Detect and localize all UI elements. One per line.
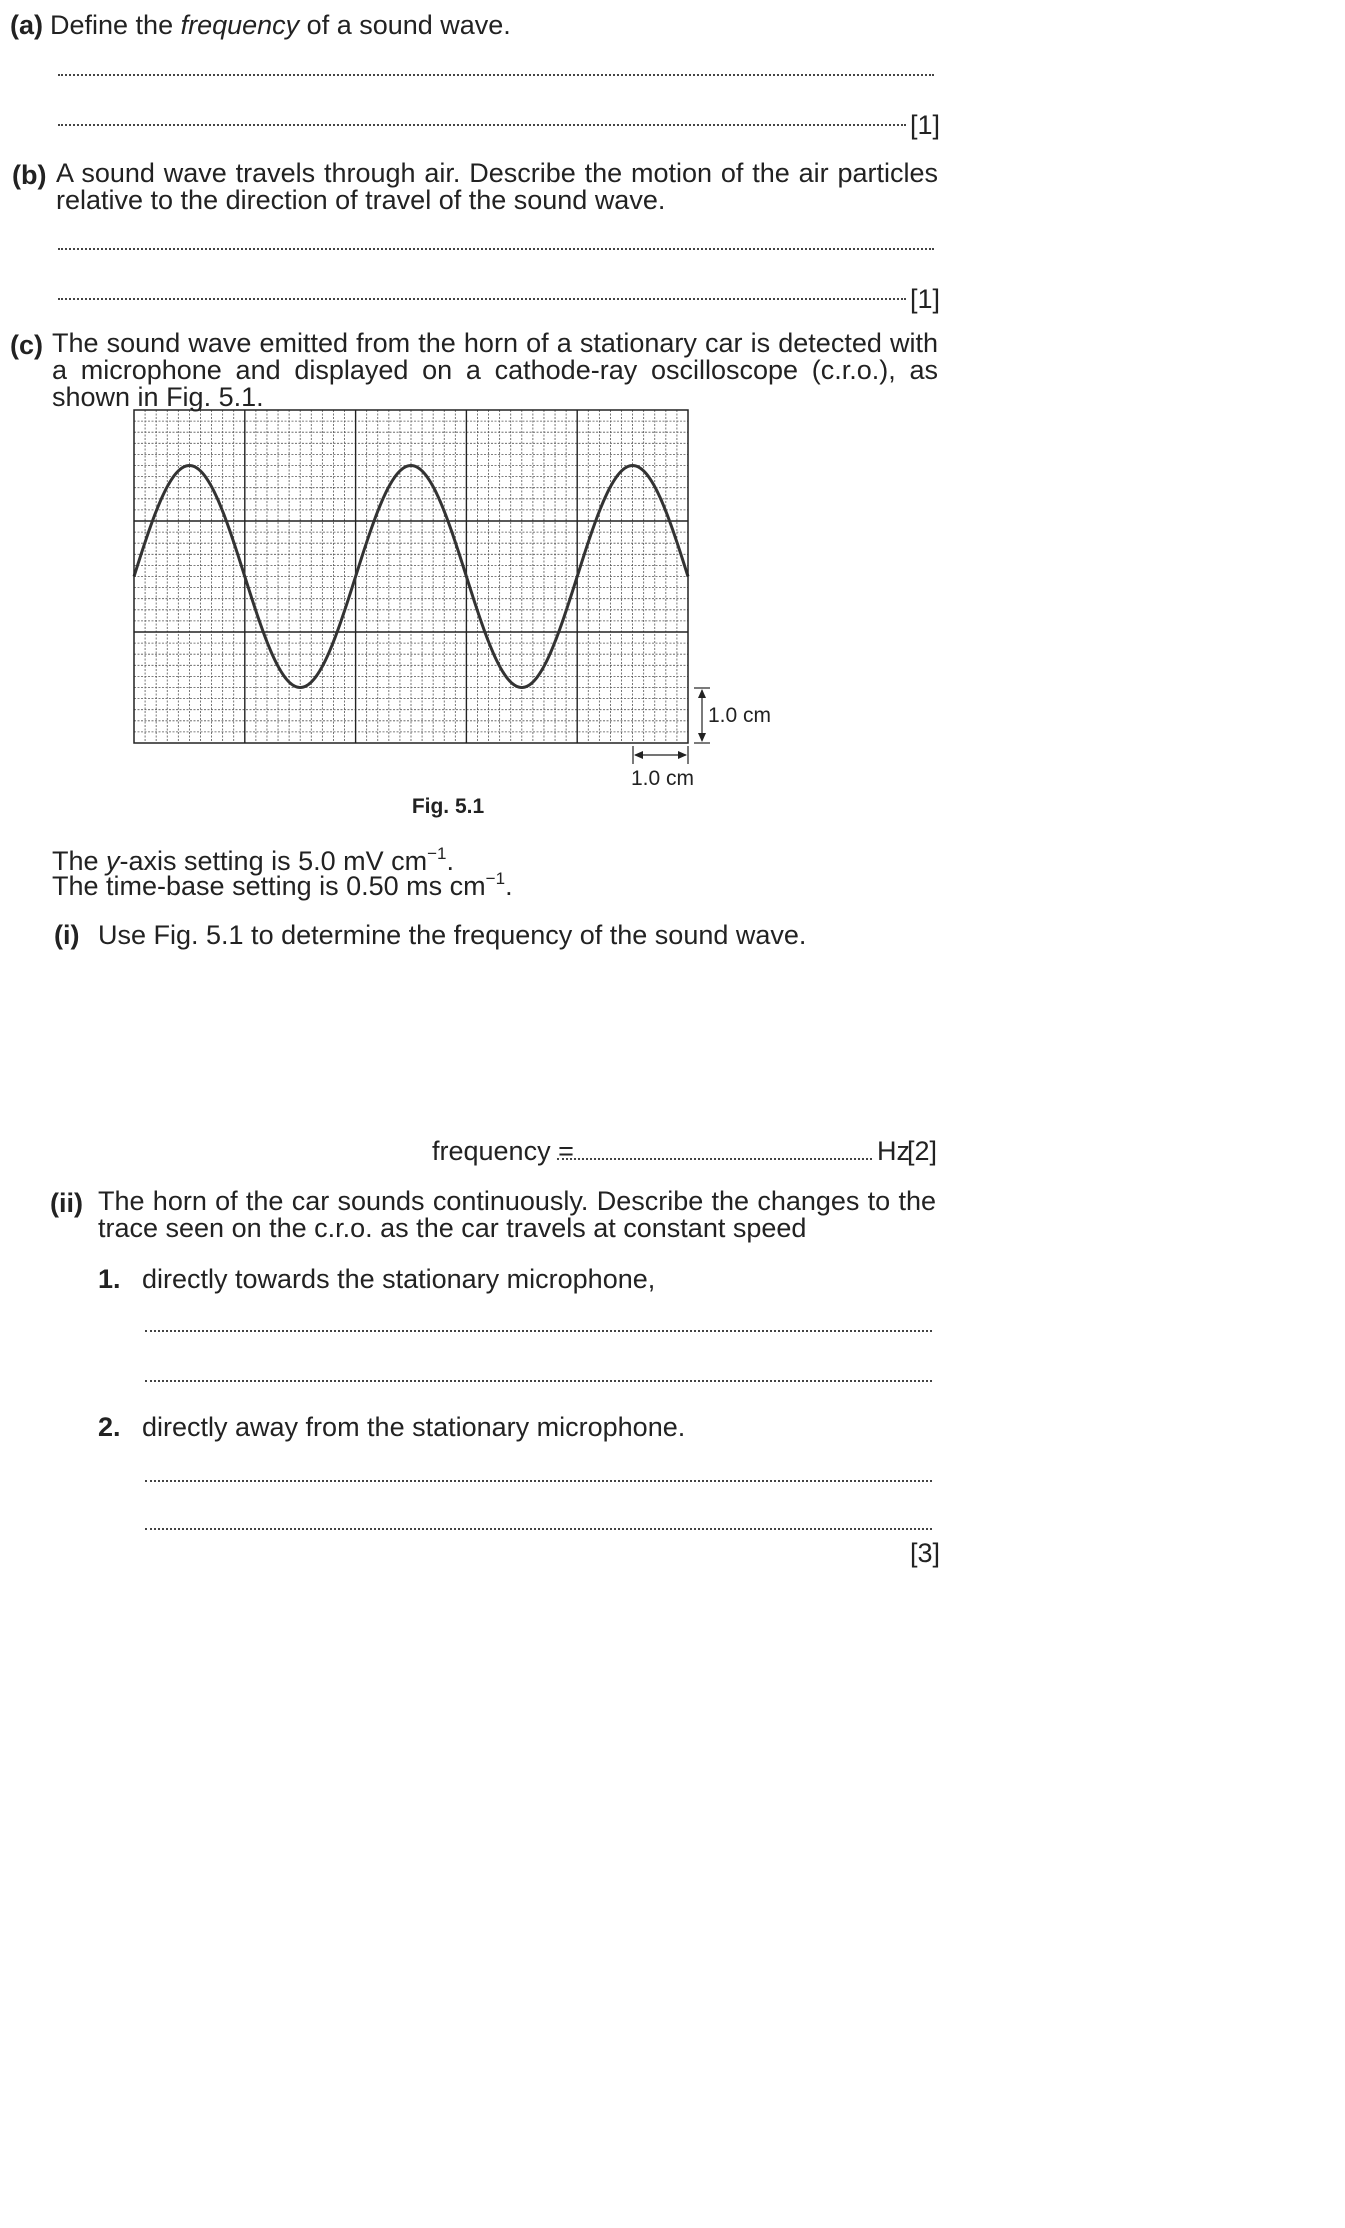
answer-line-ii-1b[interactable] [145,1380,932,1382]
part-a-label: (a) [10,10,43,40]
item-2-label: 2. [98,1412,121,1442]
oscilloscope-grid [134,410,688,743]
part-c-label: (c) [10,330,43,360]
y-axis-setting-prefix: The [52,846,107,876]
mark-c-i: [2] [907,1136,938,1166]
mark-a: [1] [910,110,941,140]
figure-5-1 [0,0,1345,830]
answer-line-ii-2a[interactable] [145,1480,932,1482]
vertical-scale-label: 1.0 cm [708,704,772,727]
answer-line-ii-1a[interactable] [145,1330,932,1332]
frequency-unit: Hz [877,1136,910,1166]
y-axis-setting-sup: −1 [427,844,447,863]
item-1-text: directly towards the stationary microphone, [142,1264,656,1294]
item-1-label: 1. [98,1264,121,1294]
part-b-question: A sound wave travels through air. Describe the motion of the air particles relative to the direction of travel of the sound wave. [56,158,938,215]
y-axis-setting-italic: y [106,846,120,876]
part-a-text-end: of a sound wave. [299,10,511,40]
part-c-i-label: (i) [54,920,80,950]
part-a-text-start: Define the [50,10,181,40]
frequency-answer-prefix: frequency = [432,1136,574,1166]
part-c-question: The sound wave emitted from the horn of a stationary car is detected with a microphone and displayed on a cathode-ray oscilloscope (c.r.o.), as shown in Fig. 5.1. [52,328,938,412]
time-base-setting [52,871,513,902]
item-2-text: directly away from the stationary microphone. [142,1412,686,1442]
mark-b: [1] [910,284,941,314]
time-base-setting-suffix: . [505,871,513,901]
part-c-i-question: Use Fig. 5.1 to determine the frequency of the sound wave. [98,920,807,950]
part-b-label: (b) [12,160,47,190]
horizontal-scale-marker [633,746,688,764]
y-axis-setting-middle: -axis setting is 5.0 mV cm [119,846,428,876]
part-a-text-italic: frequency [180,10,300,40]
frequency-answer-line[interactable] [557,1158,872,1160]
mark-c-ii: [3] [910,1538,941,1568]
horizontal-scale-label: 1.0 cm [631,767,695,790]
part-c-ii-question: The horn of the car sounds continuously. Describe the changes to the trace seen on the c.r.o. as the car travels at constant speed [98,1186,936,1243]
figure-caption: Fig. 5.1 [411,795,485,818]
time-base-setting-prefix: The time-base setting is 0.50 ms cm [52,871,486,901]
answer-line-ii-2b[interactable] [145,1528,932,1530]
part-c-ii-label: (ii) [50,1188,83,1218]
y-axis-setting-suffix: . [446,846,455,876]
time-base-setting-sup: −1 [485,869,506,888]
oscilloscope-figure [0,0,1345,830]
